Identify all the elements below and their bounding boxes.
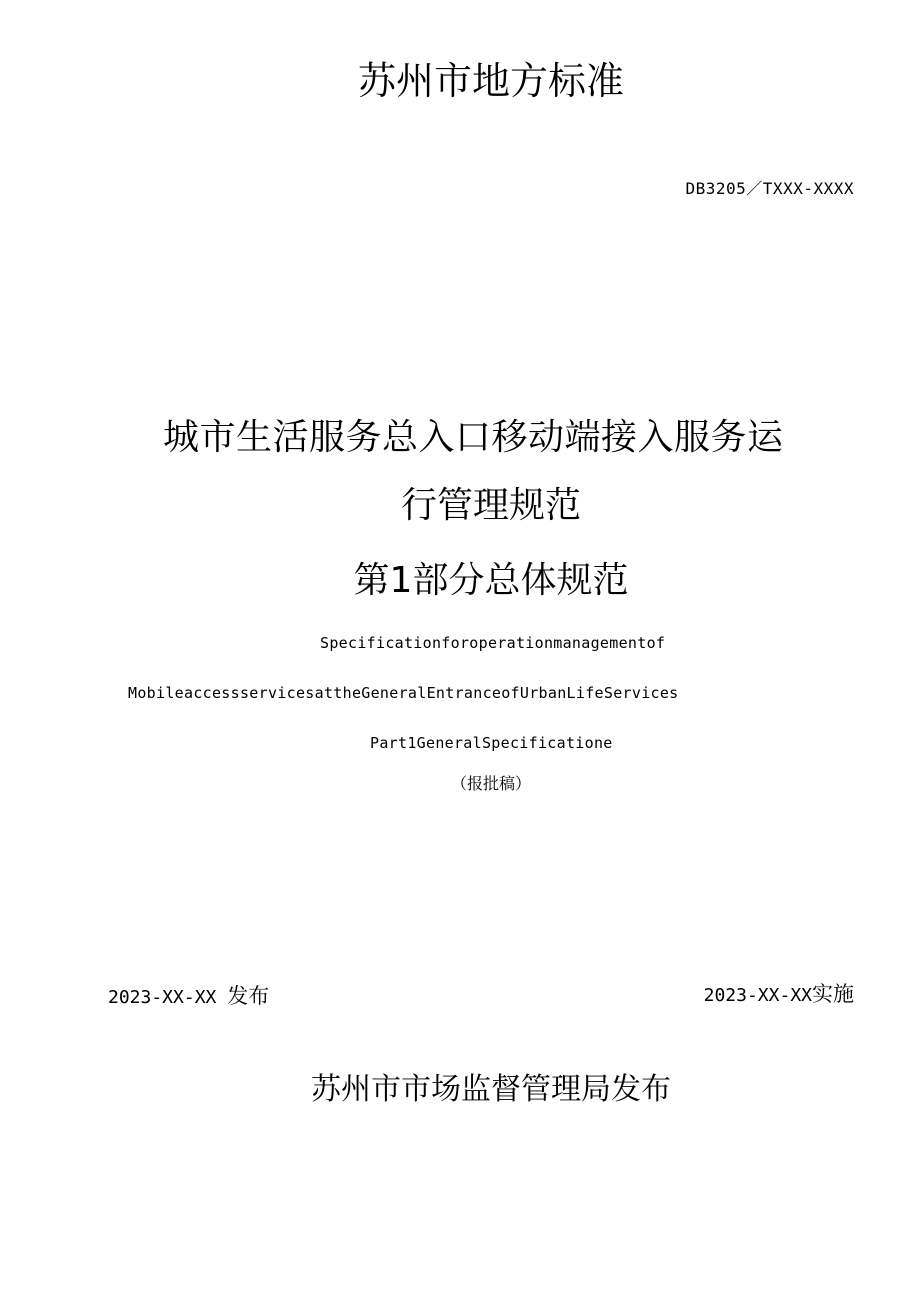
publish-date: 2023-XX-XX [108,987,217,1008]
english-title-line-3: Part1GeneralSpecificatione [370,734,613,752]
english-title-line-1: Specificationforoperationmanagementof [320,634,666,652]
issuing-authority: 苏州市市场监督管理局发布 [311,1072,671,1107]
main-title-line-1: 城市生活服务总入口移动端接入服务运 [163,417,784,458]
main-title-line-3: 第1部分总体规范 [353,560,629,601]
draft-status-note: （报批稿） [450,774,531,793]
implement-label: 实施 [812,982,854,1006]
standard-category-title: 苏州市地方标准 [357,59,624,103]
publish-date-block [108,980,269,1010]
standard-code: DB3205／TXXX-XXXX [685,179,854,198]
main-title-line-2: 行管理规范 [400,485,581,526]
implement-date-block [704,978,854,1008]
publish-label: 发布 [227,984,270,1008]
implement-date: 2023-XX-XX [703,985,812,1006]
english-title-line-2: MobileaccessservicesattheGeneralEntranceofUrbanLifeServices [128,684,679,702]
